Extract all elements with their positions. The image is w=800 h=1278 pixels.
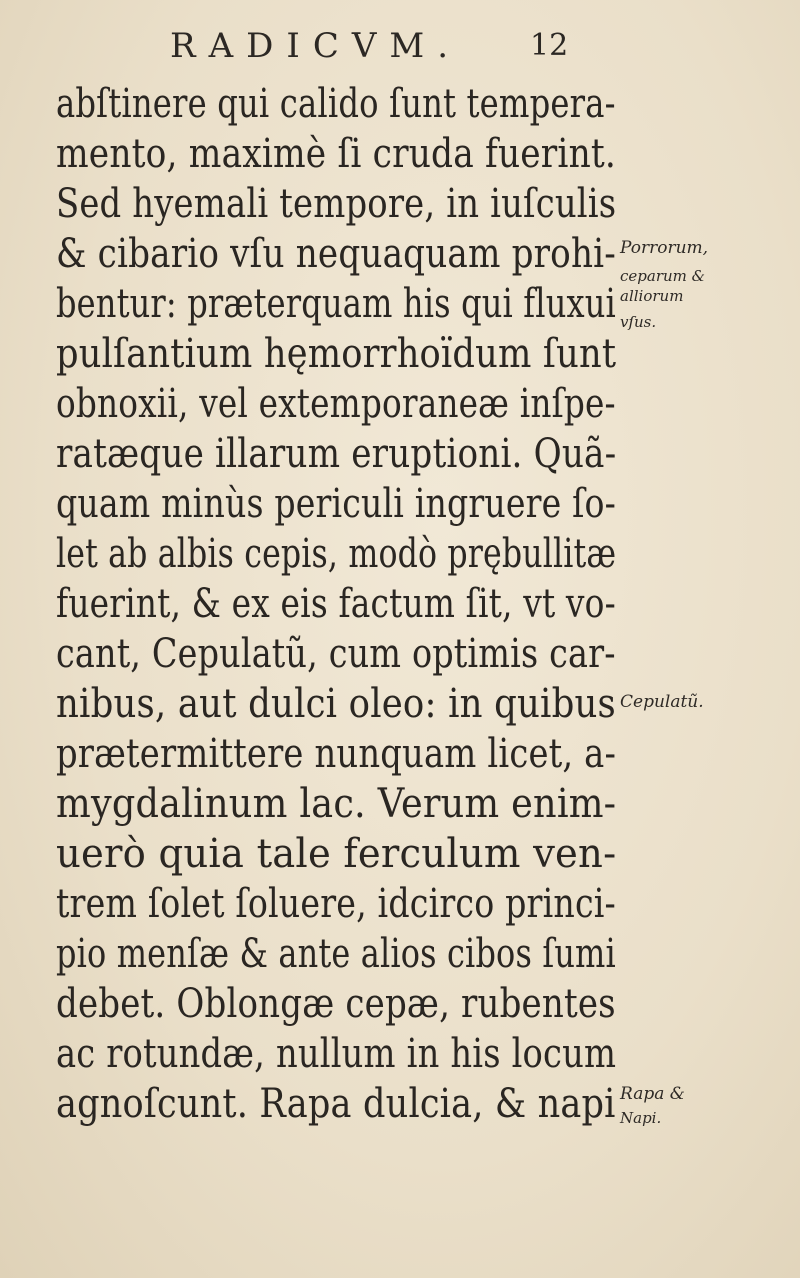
text-line: mygdalinum lac. Verum enim- <box>56 781 617 827</box>
text-line: Sed hyemali tempore, in iuſculis <box>56 181 617 227</box>
text-line: mento, maximè ſi cruda fuerint. <box>56 131 617 177</box>
text-line: prætermittere nunquam licet, a- <box>56 731 617 777</box>
text-line: debet. Oblongæ cepæ, rubentes <box>56 981 616 1027</box>
text-line: uerò quia tale ferculum ven- <box>56 831 617 877</box>
text-line: cant, Cepulatũ, cum optimis car- <box>56 631 616 677</box>
margin-note: Cepulatũ. <box>620 692 704 712</box>
text-line: & cibario vſu nequaquam prohi- <box>56 231 616 277</box>
text-line: ratæque illarum eruptioni. Quã- <box>56 431 617 477</box>
text-line: let ab albis cepis, modò prębullitæ <box>56 531 617 577</box>
text-line: pulſantium hęmorrhoïdum ſunt <box>56 331 617 377</box>
text-line: abſtinere qui calido ſunt tempera- <box>56 81 616 127</box>
margin-note: Rapa & <box>620 1084 685 1104</box>
margin-notes <box>620 0 800 1278</box>
text-line: quam minùs periculi ingruere ſo- <box>56 481 617 527</box>
margin-note: vſus. <box>620 313 657 331</box>
text-line: obnoxii, vel extemporaneæ inſpe- <box>56 381 616 427</box>
text-line: trem ſolet ſoluere, idcirco princi- <box>56 881 616 927</box>
text-line: pio menſæ & ante alios cibos ſumi <box>56 931 616 977</box>
text-line: nibus, aut dulci oleo: in quibus <box>56 681 616 727</box>
text-line: bentur: præterquam his qui fluxui <box>56 281 616 327</box>
page-number: 12 <box>530 28 569 63</box>
margin-note: ceparum & <box>620 267 705 285</box>
text-line: agnoſcunt. Rapa dulcia, & napi <box>56 1081 616 1127</box>
text-line: ac rotundæ, nullum in his locum <box>56 1031 617 1077</box>
text-line: fuerint, & ex eis factum ſit, vt vo- <box>56 581 616 627</box>
running-head: RADICVM. <box>170 26 462 66</box>
margin-note: Porrorum, <box>620 238 709 258</box>
margin-note: Napi. <box>620 1109 662 1127</box>
margin-note: alliorum <box>620 287 684 305</box>
